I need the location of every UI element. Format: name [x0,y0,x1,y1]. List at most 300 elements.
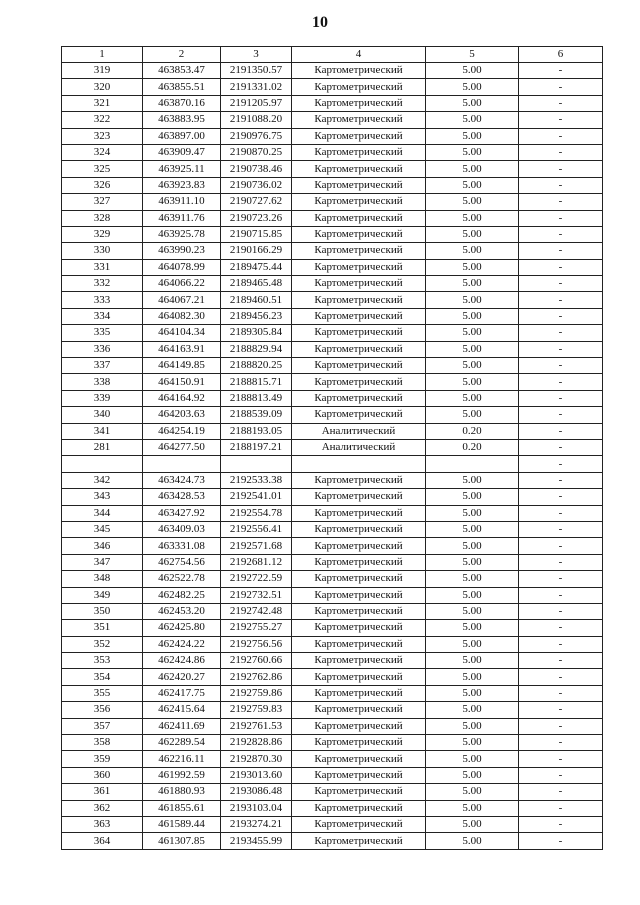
table-row [62,95,603,111]
method-cell: Аналитический [292,423,426,439]
y-coordinate-cell: 2190723.26 [221,210,292,226]
note-cell: - [519,292,603,308]
note-cell: - [519,341,603,357]
point-number-cell: 343 [62,489,143,505]
accuracy-cell: 5.00 [426,538,519,554]
point-number-cell: 320 [62,79,143,95]
y-coordinate-cell: 2192541.01 [221,489,292,505]
note-cell: - [519,571,603,587]
accuracy-cell: 5.00 [426,390,519,406]
note-cell: - [519,456,603,472]
x-coordinate-cell: 462754.56 [143,554,221,570]
note-cell: - [519,538,603,554]
x-coordinate-cell: 461589.44 [143,816,221,832]
table-row [62,538,603,554]
x-coordinate-cell: 464082.30 [143,308,221,324]
note-cell: - [519,243,603,259]
table-row [62,439,603,455]
method-cell: Картометрический [292,194,426,210]
note-cell: - [519,751,603,767]
x-coordinate-cell: 461855.61 [143,800,221,816]
note-cell: - [519,603,603,619]
accuracy-cell: 0.20 [426,423,519,439]
accuracy-cell: 5.00 [426,177,519,193]
accuracy-cell: 5.00 [426,702,519,718]
table-row [62,341,603,357]
point-number-cell: 337 [62,358,143,374]
y-coordinate-cell: 2192759.86 [221,685,292,701]
y-coordinate-cell: 2190727.62 [221,194,292,210]
x-coordinate-cell: 462482.25 [143,587,221,603]
accuracy-cell: 5.00 [426,128,519,144]
note-cell: - [519,718,603,734]
accuracy-cell: 5.00 [426,751,519,767]
y-coordinate-cell: 2188820.25 [221,358,292,374]
y-coordinate-cell [221,456,292,472]
y-coordinate-cell: 2188813.49 [221,390,292,406]
accuracy-cell: 0.20 [426,439,519,455]
x-coordinate-cell: 462289.54 [143,735,221,751]
accuracy-cell: 5.00 [426,210,519,226]
point-number-cell: 326 [62,177,143,193]
note-cell: - [519,521,603,537]
point-number-cell: 321 [62,95,143,111]
point-number-cell: 332 [62,276,143,292]
table-row [62,292,603,308]
accuracy-cell: 5.00 [426,243,519,259]
method-cell: Аналитический [292,439,426,455]
table-row [62,177,603,193]
accuracy-cell: 5.00 [426,407,519,423]
method-cell: Картометрический [292,784,426,800]
note-cell: - [519,390,603,406]
point-number-cell: 355 [62,685,143,701]
table-row [62,79,603,95]
note-cell: - [519,259,603,275]
point-number-cell: 359 [62,751,143,767]
table-row [62,554,603,570]
x-coordinate-cell: 464149.85 [143,358,221,374]
table-row [62,374,603,390]
accuracy-cell: 5.00 [426,603,519,619]
accuracy-cell: 5.00 [426,767,519,783]
method-cell: Картометрический [292,505,426,521]
table-row [62,144,603,160]
table-row [62,407,603,423]
method-cell: Картометрический [292,161,426,177]
point-number-cell: 325 [62,161,143,177]
y-coordinate-cell: 2190976.75 [221,128,292,144]
accuracy-cell: 5.00 [426,63,519,79]
table-row [62,210,603,226]
note-cell: - [519,620,603,636]
method-cell: Картометрический [292,79,426,95]
y-coordinate-cell: 2189465.48 [221,276,292,292]
point-number-cell: 361 [62,784,143,800]
method-cell: Картометрический [292,538,426,554]
note-cell: - [519,325,603,341]
point-number-cell: 358 [62,735,143,751]
note-cell: - [519,816,603,832]
point-number-cell: 327 [62,194,143,210]
method-cell: Картометрический [292,407,426,423]
table-row [62,816,603,832]
note-cell: - [519,276,603,292]
table-row [62,767,603,783]
x-coordinate-cell: 461992.59 [143,767,221,783]
accuracy-cell: 5.00 [426,374,519,390]
table-row [62,751,603,767]
column-header-4: 4 [292,47,426,63]
method-cell: Картометрический [292,472,426,488]
method-cell: Картометрический [292,767,426,783]
table-row [62,63,603,79]
y-coordinate-cell: 2192828.86 [221,735,292,751]
point-number-cell: 329 [62,226,143,242]
accuracy-cell: 5.00 [426,308,519,324]
column-header-5: 5 [426,47,519,63]
method-cell: Картометрический [292,144,426,160]
point-number-cell: 334 [62,308,143,324]
table-row [62,521,603,537]
point-number-cell: 342 [62,472,143,488]
point-number-cell: 340 [62,407,143,423]
table-row [62,653,603,669]
y-coordinate-cell: 2188193.05 [221,423,292,439]
method-cell: Картометрический [292,653,426,669]
table-header-row [62,47,603,63]
point-number-cell: 360 [62,767,143,783]
column-header-3: 3 [221,47,292,63]
accuracy-cell: 5.00 [426,521,519,537]
x-coordinate-cell: 463870.16 [143,95,221,111]
x-coordinate-cell: 463428.53 [143,489,221,505]
table-row [62,259,603,275]
note-cell: - [519,374,603,390]
y-coordinate-cell: 2192760.66 [221,653,292,669]
y-coordinate-cell: 2192533.38 [221,472,292,488]
accuracy-cell: 5.00 [426,784,519,800]
point-number-cell: 319 [62,63,143,79]
x-coordinate-cell: 463911.76 [143,210,221,226]
note-cell: - [519,472,603,488]
point-number-cell: 348 [62,571,143,587]
y-coordinate-cell: 2193103.04 [221,800,292,816]
y-coordinate-cell: 2192554.78 [221,505,292,521]
table-row [62,800,603,816]
table-row [62,128,603,144]
point-number-cell: 341 [62,423,143,439]
table-row [62,702,603,718]
point-number-cell: 322 [62,112,143,128]
note-cell: - [519,79,603,95]
x-coordinate-cell: 463409.03 [143,521,221,537]
method-cell: Картометрический [292,718,426,734]
accuracy-cell: 5.00 [426,554,519,570]
y-coordinate-cell: 2192762.86 [221,669,292,685]
note-cell: - [519,95,603,111]
note-cell: - [519,735,603,751]
y-coordinate-cell: 2192556.41 [221,521,292,537]
x-coordinate-cell: 463909.47 [143,144,221,160]
y-coordinate-cell: 2190166.29 [221,243,292,259]
y-coordinate-cell: 2191088.20 [221,112,292,128]
note-cell: - [519,161,603,177]
note-cell: - [519,784,603,800]
note-cell: - [519,177,603,193]
note-cell: - [519,653,603,669]
table-row [62,423,603,439]
method-cell: Картометрический [292,735,426,751]
x-coordinate-cell: 464164.92 [143,390,221,406]
x-coordinate-cell: 461307.85 [143,833,221,849]
y-coordinate-cell: 2192870.30 [221,751,292,767]
accuracy-cell: 5.00 [426,472,519,488]
accuracy-cell: 5.00 [426,718,519,734]
table-row [62,603,603,619]
y-coordinate-cell: 2192759.83 [221,702,292,718]
column-header-6: 6 [519,47,603,63]
point-number-cell: 362 [62,800,143,816]
point-number-cell: 330 [62,243,143,259]
table-row [62,456,603,472]
accuracy-cell: 5.00 [426,292,519,308]
x-coordinate-cell: 462425.80 [143,620,221,636]
x-coordinate-cell: 464078.99 [143,259,221,275]
accuracy-cell: 5.00 [426,144,519,160]
x-coordinate-cell: 462415.64 [143,702,221,718]
method-cell: Картометрический [292,587,426,603]
y-coordinate-cell: 2192571.68 [221,538,292,554]
x-coordinate-cell: 463331.08 [143,538,221,554]
table-row [62,194,603,210]
x-coordinate-cell: 462522.78 [143,571,221,587]
accuracy-cell: 5.00 [426,653,519,669]
method-cell: Картометрический [292,292,426,308]
x-coordinate-cell: 463883.95 [143,112,221,128]
accuracy-cell: 5.00 [426,735,519,751]
x-coordinate-cell: 464254.19 [143,423,221,439]
point-number-cell: 281 [62,439,143,455]
point-number-cell: 333 [62,292,143,308]
x-coordinate-cell: 463427.92 [143,505,221,521]
y-coordinate-cell: 2192681.12 [221,554,292,570]
note-cell: - [519,194,603,210]
note-cell: - [519,407,603,423]
point-number-cell: 350 [62,603,143,619]
table-row [62,735,603,751]
table-row [62,636,603,652]
method-cell: Картометрический [292,226,426,242]
accuracy-cell: 5.00 [426,505,519,521]
method-cell: Картометрический [292,112,426,128]
y-coordinate-cell: 2193455.99 [221,833,292,849]
method-cell [292,456,426,472]
x-coordinate-cell: 464203.63 [143,407,221,423]
method-cell: Картометрический [292,620,426,636]
note-cell: - [519,636,603,652]
y-coordinate-cell: 2190738.46 [221,161,292,177]
note-cell: - [519,685,603,701]
x-coordinate-cell: 463853.47 [143,63,221,79]
method-cell: Картометрический [292,308,426,324]
x-coordinate-cell: 463424.73 [143,472,221,488]
accuracy-cell: 5.00 [426,95,519,111]
method-cell: Картометрический [292,521,426,537]
table-row [62,505,603,521]
method-cell: Картометрический [292,95,426,111]
note-cell: - [519,587,603,603]
point-number-cell: 339 [62,390,143,406]
method-cell: Картометрический [292,702,426,718]
accuracy-cell: 5.00 [426,620,519,636]
point-number-cell: 345 [62,521,143,537]
table-row [62,833,603,849]
point-number-cell: 328 [62,210,143,226]
y-coordinate-cell: 2190736.02 [221,177,292,193]
table-row [62,226,603,242]
x-coordinate-cell: 462424.22 [143,636,221,652]
x-coordinate-cell: 464066.22 [143,276,221,292]
accuracy-cell: 5.00 [426,800,519,816]
point-number-cell: 323 [62,128,143,144]
y-coordinate-cell: 2188197.21 [221,439,292,455]
point-number-cell: 338 [62,374,143,390]
x-coordinate-cell: 463925.11 [143,161,221,177]
method-cell: Картометрический [292,685,426,701]
table-row [62,161,603,177]
x-coordinate-cell: 463911.10 [143,194,221,210]
table-row [62,718,603,734]
method-cell: Картометрический [292,325,426,341]
y-coordinate-cell: 2193274.21 [221,816,292,832]
table-row [62,308,603,324]
point-number-cell: 336 [62,341,143,357]
note-cell: - [519,112,603,128]
y-coordinate-cell: 2192732.51 [221,587,292,603]
accuracy-cell: 5.00 [426,636,519,652]
table-row [62,489,603,505]
y-coordinate-cell: 2191350.57 [221,63,292,79]
point-number-cell: 357 [62,718,143,734]
note-cell: - [519,226,603,242]
y-coordinate-cell: 2189305.84 [221,325,292,341]
table-row [62,325,603,341]
table-row [62,112,603,128]
y-coordinate-cell: 2189460.51 [221,292,292,308]
x-coordinate-cell: 462411.69 [143,718,221,734]
note-cell: - [519,554,603,570]
table-row [62,685,603,701]
accuracy-cell: 5.00 [426,194,519,210]
method-cell: Картометрический [292,571,426,587]
table-row [62,276,603,292]
table-row [62,669,603,685]
x-coordinate-cell: 463855.51 [143,79,221,95]
note-cell: - [519,63,603,79]
table-row [62,571,603,587]
accuracy-cell: 5.00 [426,489,519,505]
note-cell: - [519,489,603,505]
point-number-cell: 344 [62,505,143,521]
x-coordinate-cell: 463897.00 [143,128,221,144]
accuracy-cell: 5.00 [426,587,519,603]
x-coordinate-cell: 464067.21 [143,292,221,308]
point-number-cell: 353 [62,653,143,669]
accuracy-cell: 5.00 [426,669,519,685]
point-number-cell: 346 [62,538,143,554]
method-cell: Картометрический [292,816,426,832]
column-header-2: 2 [143,47,221,63]
y-coordinate-cell: 2188815.71 [221,374,292,390]
note-cell: - [519,144,603,160]
method-cell: Картометрический [292,358,426,374]
note-cell: - [519,308,603,324]
x-coordinate-cell: 464277.50 [143,439,221,455]
y-coordinate-cell: 2188539.09 [221,407,292,423]
table-row [62,358,603,374]
accuracy-cell: 5.00 [426,161,519,177]
point-number-cell: 347 [62,554,143,570]
y-coordinate-cell: 2192761.53 [221,718,292,734]
y-coordinate-cell: 2189456.23 [221,308,292,324]
accuracy-cell: 5.00 [426,112,519,128]
y-coordinate-cell: 2192755.27 [221,620,292,636]
y-coordinate-cell: 2193013.60 [221,767,292,783]
accuracy-cell: 5.00 [426,833,519,849]
point-number-cell [62,456,143,472]
point-number-cell: 364 [62,833,143,849]
page-number: 10 [312,14,328,31]
y-coordinate-cell: 2191331.02 [221,79,292,95]
method-cell: Картометрический [292,554,426,570]
y-coordinate-cell: 2193086.48 [221,784,292,800]
accuracy-cell: 5.00 [426,325,519,341]
y-coordinate-cell: 2190715.85 [221,226,292,242]
note-cell: - [519,210,603,226]
method-cell: Картометрический [292,276,426,292]
accuracy-cell: 5.00 [426,358,519,374]
point-number-cell: 331 [62,259,143,275]
note-cell: - [519,439,603,455]
method-cell: Картометрический [292,390,426,406]
note-cell: - [519,423,603,439]
x-coordinate-cell: 464163.91 [143,341,221,357]
accuracy-cell: 5.00 [426,816,519,832]
note-cell: - [519,833,603,849]
y-coordinate-cell: 2192756.56 [221,636,292,652]
y-coordinate-cell: 2190870.25 [221,144,292,160]
note-cell: - [519,767,603,783]
method-cell: Картометрический [292,63,426,79]
method-cell: Картометрический [292,341,426,357]
point-number-cell: 324 [62,144,143,160]
accuracy-cell: 5.00 [426,276,519,292]
method-cell: Картометрический [292,210,426,226]
x-coordinate-cell: 464104.34 [143,325,221,341]
point-number-cell: 356 [62,702,143,718]
table-row [62,620,603,636]
note-cell: - [519,702,603,718]
x-coordinate-cell: 464150.91 [143,374,221,390]
column-header-1: 1 [62,47,143,63]
point-number-cell: 349 [62,587,143,603]
method-cell: Картометрический [292,833,426,849]
accuracy-cell: 5.00 [426,341,519,357]
x-coordinate-cell: 462424.86 [143,653,221,669]
method-cell: Картометрический [292,128,426,144]
x-coordinate-cell: 463923.83 [143,177,221,193]
